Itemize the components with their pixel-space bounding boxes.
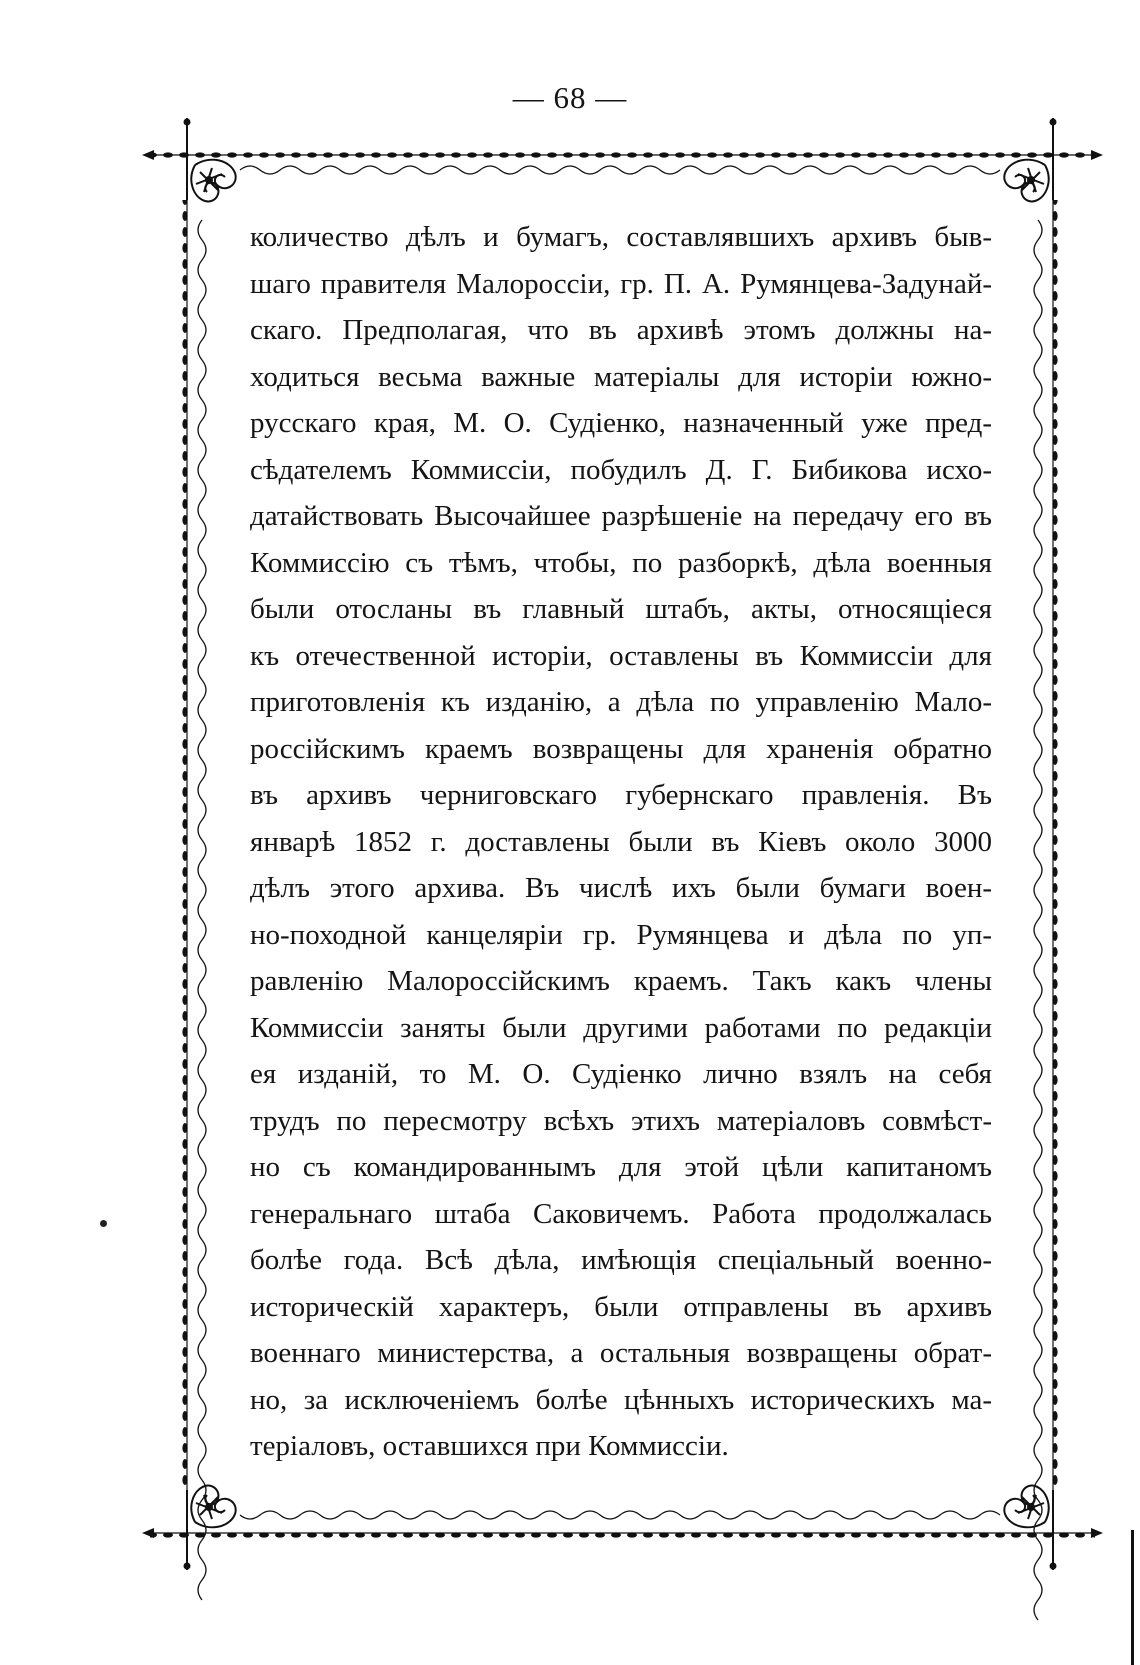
bottom-border: [142, 1490, 1103, 1570]
corner-flourish-top-left: [191, 160, 235, 202]
corner-flourish-top-right: [1004, 160, 1048, 202]
text-line: но, за исключеніемъ болѣе цѣнныхъ историческихъ ма-: [250, 1383, 992, 1416]
text-line: болѣе года. Всѣ дѣла, имѣющія спеціальный военно-: [250, 1244, 992, 1276]
text-line: генеральнаго штаба Саковичемъ. Работа продолжалась: [250, 1197, 992, 1230]
text-line: январѣ 1852 г. доставлены были въ Кіевъ около 3000: [250, 825, 992, 858]
text-line: равленію Малороссійскимъ краемъ. Такъ какъ члены: [250, 965, 992, 997]
text-line: военнаго министерства, а остальныя возвращены обрат-: [250, 1337, 992, 1369]
text-line: къ отечественной исторіи, оставлены въ Коммиссіи для: [250, 639, 992, 672]
text-line: историческій характеръ, были отправлены въ архивъ: [250, 1290, 992, 1323]
text-line: трудъ по пересмотру всѣхъ этихъ матеріаловъ совмѣст-: [250, 1104, 992, 1137]
margin-dot: [100, 1220, 107, 1227]
text-line: сѣдателемъ Коммиссіи, побудилъ Д. Г. Бибикова исхо-: [250, 453, 992, 486]
text-line: приготовленія къ изданію, а дѣла по управленію Мало-: [250, 686, 992, 718]
text-line: ходиться весьма важные матеріалы для исторіи южно-: [250, 360, 992, 393]
text-line: но-походной канцеляріи гр. Румянцева и дѣла по уп-: [250, 918, 992, 951]
text-line: ея изданій, то М. О. Судіенко лично взялъ на себя: [250, 1058, 992, 1090]
corner-flourish-bottom-left: [191, 1486, 235, 1528]
corner-flourish-bottom-right: [1004, 1486, 1048, 1528]
left-border: [182, 200, 206, 1600]
text-line: русскаго края, М. О. Судіенко, назначенный уже пред-: [250, 407, 992, 439]
text-line: количество дѣлъ и бумагъ, составлявшихъ архивъ быв-: [250, 221, 992, 253]
right-border: [1034, 200, 1058, 1620]
text-line: Коммиссію съ тѣмъ, чтобы, по разборкѣ, дѣла военныя: [250, 546, 992, 579]
page-edge-bar: [1131, 1530, 1134, 1665]
text-line: датайствовать Высочайшее разрѣшеніе на передачу его въ: [250, 500, 992, 532]
text-line: въ архивъ черниговскаго губернскаго правленія. Въ: [250, 779, 992, 811]
text-line: дѣлъ этого архива. Въ числѣ ихъ были бумаги воен-: [250, 872, 992, 904]
text-line: но съ командированнымъ для этой цѣли капитаномъ: [250, 1151, 992, 1183]
text-line: шаго правителя Малороссіи, гр. П. А. Румянцева-Задунай-: [250, 267, 992, 300]
text-line: Коммиссіи заняты были другими работами по редакціи: [250, 1011, 992, 1044]
text-line: были отосланы въ главный штабъ, акты, относящіеся: [250, 593, 992, 625]
text-line: скаго. Предполагая, что въ архивѣ этомъ должны на-: [250, 314, 992, 346]
text-line-last: теріаловъ, оставшихся при Коммиссіи.: [250, 1430, 729, 1462]
top-border: [142, 118, 1103, 200]
text-line: россійскимъ краемъ возвращены для храненія обратно: [250, 732, 992, 765]
page-number: — 68 —: [512, 80, 628, 115]
main-text: [250, 214, 992, 1470]
